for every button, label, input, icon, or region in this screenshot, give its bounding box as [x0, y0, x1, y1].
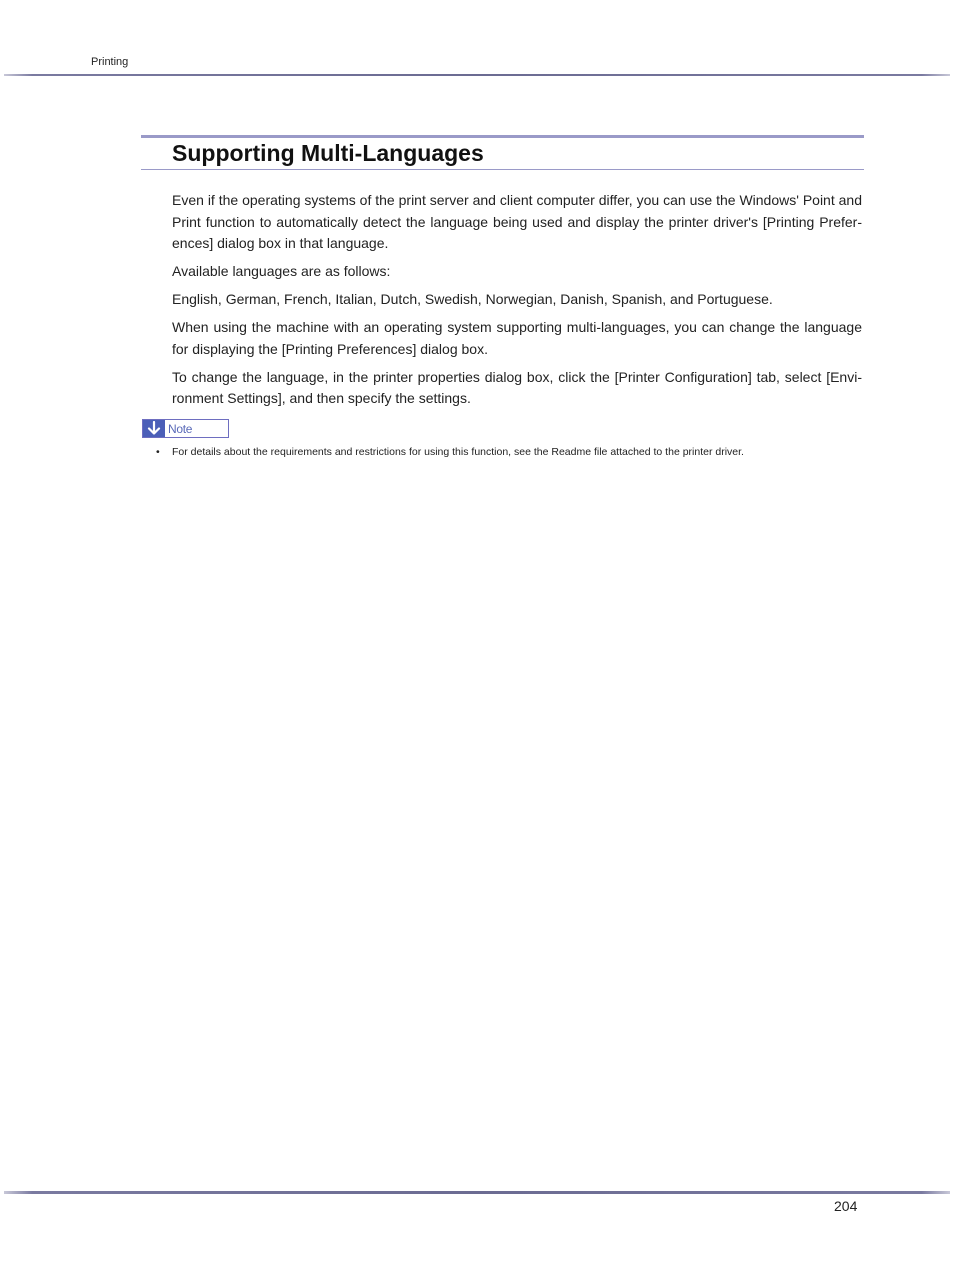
bullet: •: [156, 446, 160, 458]
note-list: [156, 446, 856, 458]
paragraph-multi-language-os: When using the machine with an operating system supporting multi-languages, you can change the language for displaying the [Printing Preferences] dialog box.: [172, 319, 862, 357]
list-item: [156, 446, 856, 458]
section-body: [172, 190, 862, 416]
page-title: Supporting Multi-Languages: [172, 140, 484, 166]
note-badge: [142, 419, 229, 438]
section-heading: [141, 135, 864, 170]
title-bar-bottom: [141, 169, 864, 170]
paragraph-available-intro: Available languages are as follows:: [172, 263, 391, 279]
header-rule: [4, 74, 950, 76]
footer-rule: [4, 1191, 950, 1194]
note-item-text: For details about the requirements and restrictions for using this function, see the Readme file attached to the printer driver.: [172, 446, 744, 458]
paragraph-language-list: English, German, French, Italian, Dutch, Swedish, Norwegian, Danish, Spanish, and Portuguese.: [172, 291, 773, 307]
down-arrow-icon: [143, 420, 165, 437]
page-number: 204: [834, 1198, 858, 1214]
paragraph-change-language: To change the language, in the printer properties dialog box, click the [Printer Configuration] tab, select [Envi-ronment Settings], and then specify the settings.: [172, 368, 862, 406]
note-label: Note: [168, 421, 193, 436]
paragraph-point-and-print: Even if the operating systems of the print server and client computer differ, you can use the Windows' Point and Print function to automatically detect the language being used and display the printer driver's [Printing Prefer-ences] dialog box in that language.: [172, 192, 862, 251]
running-header: Printing: [91, 56, 129, 68]
